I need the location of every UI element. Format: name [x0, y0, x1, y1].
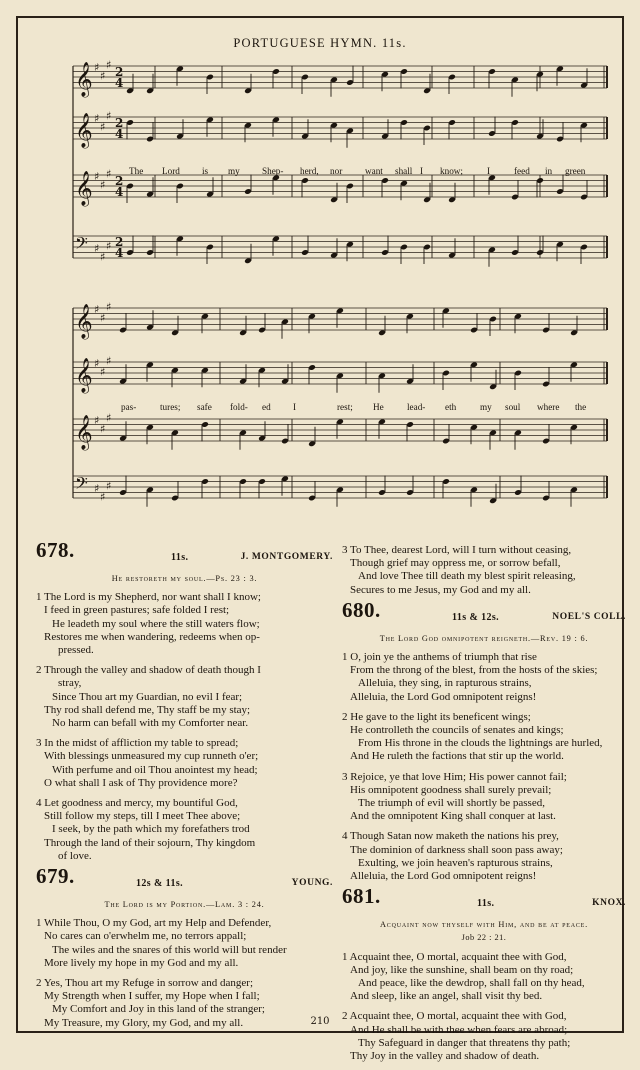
verse-line: And He ruleth the factions that stir up the world.: [350, 750, 564, 763]
lyric-syllable: green: [565, 166, 586, 176]
verse-line: Thy Joy in the valley and shadow of death.: [350, 1050, 540, 1063]
verse-line: 1 O, join ye the anthems of triumph that rise: [342, 651, 537, 664]
lyric-syllable: my: [228, 166, 240, 176]
hymn-author: NOEL'S COLL.: [552, 611, 626, 622]
lyric-syllable: The: [129, 166, 144, 176]
continued-stanza: [342, 544, 626, 597]
stanza: [342, 830, 626, 883]
sharp-icon: ♯: [94, 170, 100, 183]
verse-line: Though grief may oppress me, or sorrow befall,: [350, 557, 561, 570]
hymn-subtitle: The Lord is my Portion.—Lam. 3 : 24.: [104, 900, 265, 910]
sharp-icon: ♯: [106, 58, 112, 72]
verse-line: And joy, like the sunshine, shall beam on thy road;: [350, 963, 574, 976]
verse-line: And sleep, like an angel, shall visit thy bed.: [350, 990, 543, 1003]
lyric-syllable: safe: [197, 402, 212, 412]
verse-line: From His throne in the clouds the lightnings are hurled,: [358, 737, 603, 750]
verse-line: The dominion of darkness shall soon pass away;: [350, 843, 563, 856]
verse-line: Restores me when wandering, redeems when op-: [44, 630, 260, 643]
verse-line: 4 Let goodness and mercy, my bountiful God,: [36, 797, 238, 810]
lyric-syllable: I: [420, 166, 424, 176]
stanza: [36, 917, 333, 970]
stanza: [342, 951, 626, 1004]
lyric-syllable: rest;: [337, 402, 353, 412]
sharp-icon: ♯: [100, 69, 106, 83]
verse-line: stray,: [58, 677, 82, 690]
lyric-syllable: I: [293, 402, 297, 412]
time-signature: 4: [115, 127, 124, 141]
hymn-subtitle: He restoreth my soul.—Ps. 23 : 3.: [111, 574, 258, 583]
time-signature: 2: [115, 65, 124, 79]
sharp-icon: ♯: [94, 61, 100, 74]
verse-line: Still follow my steps, till I meet Thee above;: [44, 810, 241, 823]
verse-line: of love.: [58, 849, 92, 862]
sharp-icon: ♯: [100, 311, 106, 325]
verse-line: Since Thou art my Guardian, no evil I fear;: [52, 690, 243, 703]
lyric-syllable: ed: [262, 402, 271, 412]
lyric-syllable: tures;: [160, 402, 181, 412]
sharp-icon: ♯: [94, 112, 100, 125]
verse-line: 1 Acquaint thee, O mortal, acquaint thee with God,: [342, 950, 567, 963]
sharp-icon: ♯: [100, 365, 106, 379]
hymn-author: J. MONTGOMERY.: [240, 552, 333, 562]
sharp-icon: ♯: [100, 422, 106, 436]
stanza: [36, 737, 333, 790]
sharp-icon: ♯: [94, 303, 100, 316]
stanzas: [36, 591, 333, 863]
verse-line: 1 While Thou, O my God, art my Help and Defender,: [36, 917, 272, 930]
stanzas: [342, 651, 626, 883]
bass-clef-icon: 𝄢: [75, 473, 88, 497]
lyric-syllable: eth: [445, 402, 457, 412]
time-signature: 4: [115, 185, 124, 199]
verse-line: O what shall I ask of Thy providence more?: [44, 776, 238, 789]
lyric-syllable: the: [575, 402, 587, 412]
tune-title: PORTUGUESE HYMN. 11s.: [233, 36, 407, 50]
sharp-icon: ♯: [106, 354, 112, 368]
stanza: [342, 544, 626, 597]
verse-line: My Treasure, my Glory, my God, and my all.: [44, 1016, 244, 1029]
lyric-syllable: nor: [330, 166, 343, 176]
lyric-syllable: I: [487, 166, 491, 176]
verse-line: No harm can befall with my Comforter near.: [52, 717, 249, 730]
hymn-678: [36, 538, 333, 863]
verse-line: 2 Yes, Thou art my Refuge in sorrow and danger;: [36, 977, 254, 990]
sharp-icon: ♯: [106, 109, 112, 123]
verse-line: The wiles and the snares of this world will but render: [52, 943, 287, 956]
verse-line: pressed.: [58, 644, 94, 657]
sharp-icon: ♯: [106, 167, 112, 181]
hymn-author: KNOX.: [592, 898, 626, 909]
verse-line: From the throng of the blest, from the hosts of the skies;: [350, 664, 598, 677]
sharp-icon: ♯: [100, 490, 106, 504]
sharp-icon: ♯: [94, 242, 100, 255]
time-signature: 2: [115, 174, 124, 188]
lyric-syllable: feed: [514, 166, 530, 176]
verse-line: Alleluia, the Lord God omnipotent reigns!: [350, 690, 537, 703]
sharp-icon: ♯: [94, 414, 100, 427]
hymn-number: 680.: [342, 597, 381, 622]
hymn-author: YOUNG.: [291, 878, 333, 889]
lyric-syllable: where: [537, 402, 560, 412]
sharp-icon: ♯: [106, 239, 112, 253]
time-signature: 2: [115, 235, 124, 249]
page-number: 210: [310, 1016, 330, 1027]
time-signature: 4: [115, 246, 124, 260]
verse-line: 2 Acquaint thee, O mortal, acquaint thee with God,: [342, 1010, 567, 1023]
verse-line: Through the land of their sojourn, Thy kingdom: [44, 836, 256, 849]
sharp-icon: ♯: [106, 300, 112, 314]
verse-line: 3 To Thee, dearest Lord, will I turn without ceasing,: [342, 544, 572, 556]
verse-line: With blessings unmeasured my cup runneth o'er;: [44, 750, 259, 763]
treble-clef-icon: 𝄞: [75, 171, 93, 206]
hymn-number: 679.: [36, 864, 75, 889]
lyric-syllable: my: [480, 402, 492, 412]
sharp-icon: ♯: [106, 411, 112, 425]
lyric-syllable: He: [373, 402, 384, 412]
verse-line: Thy Safeguard in danger that threatens thy path;: [358, 1036, 571, 1049]
hymn-meter: 11s.: [171, 552, 189, 563]
stanza: [342, 711, 626, 764]
sharp-icon: ♯: [94, 482, 100, 495]
verse-line: And love Thee till death my blest spirit releasing,: [358, 570, 576, 583]
hymn-number: 678.: [36, 538, 75, 562]
music-score: [0, 0, 640, 520]
verse-line: More lively my hope in my God and my all.: [44, 956, 239, 969]
hymn-meter: 12s & 11s.: [136, 878, 184, 890]
verse-line: My Strength when I suffer, my Hope when I fall;: [44, 990, 260, 1003]
verse-line: No cares can o'erwhelm me, no terrors appall;: [44, 930, 247, 943]
hymn-subtitle: Acquaint now thyself with Him, and be at peace.: [380, 920, 588, 930]
verse-line: He controlleth the councils of senates and kings;: [350, 724, 564, 737]
hymn-meter: 11s.: [477, 898, 495, 910]
treble-clef-icon: 𝄞: [75, 358, 93, 393]
verse-line: I seek, by the path which my forefathers trod: [52, 823, 250, 836]
verse-line: The triumph of evil will shortly be passed,: [358, 797, 545, 810]
hymn-680: [342, 597, 626, 883]
lyric-syllable: know;: [440, 166, 463, 176]
lyric-syllable: want: [365, 166, 383, 176]
lyric-syllable: herd,: [300, 166, 319, 176]
lyric-syllable: Lord: [162, 166, 180, 176]
stanza: [36, 664, 333, 730]
sharp-icon: ♯: [100, 250, 106, 264]
verse-line: And peace, like the dewdrop, shall fall on thy head,: [358, 977, 585, 990]
stanza: [36, 591, 333, 657]
verse-line: He leadeth my soul where the still waters flow;: [52, 617, 260, 630]
verse-line: With perfume and oil Thou anointest my head;: [52, 763, 258, 776]
hymn-meter: 11s & 12s.: [452, 611, 500, 623]
verse-line: 2 He gave to the light its beneficent wings;: [342, 710, 531, 723]
bass-clef-icon: 𝄢: [75, 233, 88, 257]
verse-line: Exulting, we join heaven's rapturous strains,: [358, 856, 553, 869]
sharp-icon: ♯: [100, 120, 106, 134]
verse-line: 1 The Lord is my Shepherd, nor want shall I know;: [36, 591, 261, 604]
hymn-681: [342, 884, 626, 1063]
verse-line: And He shall be with thee when fears are abroad;: [350, 1023, 568, 1036]
right-column: [342, 544, 626, 1070]
treble-clef-icon: 𝄞: [75, 304, 93, 339]
treble-clef-icon: 𝄞: [75, 113, 93, 148]
stanzas: [36, 917, 333, 1030]
treble-clef-icon: 𝄞: [75, 415, 93, 450]
lyric-syllable: Shep-: [262, 166, 284, 176]
lyric-syllable: shall: [395, 166, 413, 176]
stanza: [342, 771, 626, 824]
time-signature: 4: [115, 76, 124, 90]
treble-clef-icon: 𝄞: [75, 62, 93, 97]
lyric-syllable: soul: [505, 402, 521, 412]
verse-line: Alleluia, they sing, in rapturous strains,: [358, 677, 532, 690]
left-column: [36, 538, 333, 1037]
stanza: [36, 797, 333, 863]
verse-line: His omnipotent goodness shall surely prevail;: [350, 783, 552, 796]
sharp-icon: ♯: [100, 178, 106, 192]
verse-line: 4 Though Satan now maketh the nations his prey,: [342, 830, 559, 843]
lyric-syllable: fold-: [230, 402, 248, 412]
hymn-subtitle-reference: Job 22 : 21.: [461, 933, 507, 943]
lyric-syllable: in: [545, 166, 553, 176]
verse-line: 2 Through the valley and shadow of death though I: [36, 664, 261, 677]
time-signature: 2: [115, 116, 124, 130]
stanza: [342, 651, 626, 704]
lyric-syllable: is: [202, 166, 209, 176]
lyric-syllable: pas-: [121, 402, 137, 412]
verse-line: 3 In the midst of affliction my table to spread;: [36, 737, 239, 750]
verse-line: Thy rod shall defend me, Thy staff be my stay;: [44, 703, 251, 716]
hymn-subtitle: The Lord God omnipotent reigneth.—Rev. 19 : 6.: [379, 633, 589, 643]
stanzas: [342, 951, 626, 1064]
lyric-syllable: lead-: [407, 402, 426, 412]
verse-line: Secures to me Jesus, my God and my all.: [350, 583, 531, 596]
sharp-icon: ♯: [106, 479, 112, 493]
verse-line: My Comfort and Joy in this land of the stranger;: [52, 1003, 265, 1016]
verse-line: 3 Rejoice, ye that love Him; His power cannot fail;: [342, 770, 567, 783]
sharp-icon: ♯: [94, 357, 100, 370]
verse-line: I feed in green pastures; safe folded I rest;: [44, 604, 230, 617]
hymn-679: [36, 864, 333, 1030]
verse-line: And the omnipotent King shall conquer at last.: [350, 810, 556, 823]
verse-line: Alleluia, the Lord God omnipotent reigns!: [350, 870, 537, 883]
hymn-number: 681.: [342, 884, 381, 909]
